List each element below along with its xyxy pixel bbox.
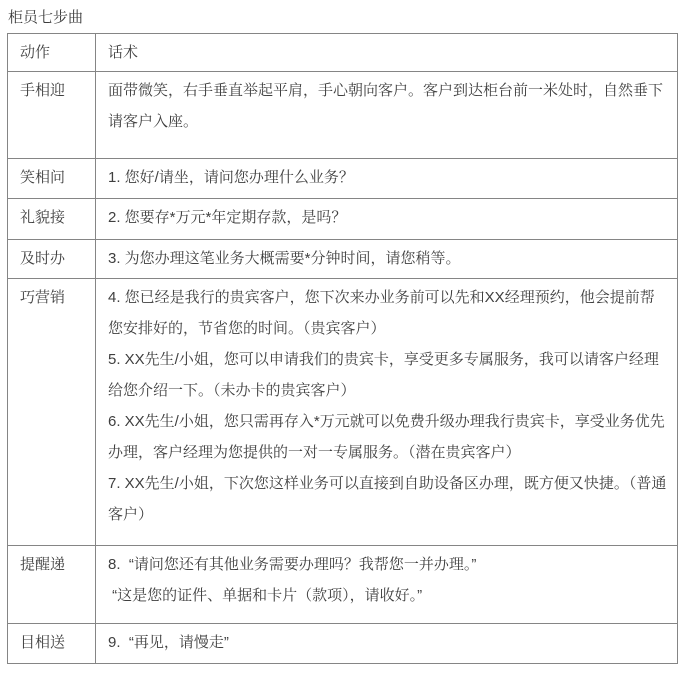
table-row [8, 279, 678, 546]
script-cell [96, 199, 678, 240]
table-row [8, 72, 678, 159]
action-cell: 目相送 [8, 624, 96, 664]
header-cell-script: 话术 [96, 34, 678, 72]
script-line: 3. 为您办理这笔业务大概需要*分钟时间，请您稍等。 [108, 250, 461, 267]
script-cell [96, 279, 678, 546]
script-cell [96, 546, 678, 624]
script-line: 9. “再见，请慢走” [108, 634, 229, 651]
script-line: 7. XX先生/小姐，下次您这样业务可以直接到自助设备区办理，既方便又快捷。（普通客户） [108, 475, 667, 523]
script-cell [96, 240, 678, 279]
table-row [8, 199, 678, 240]
table-row [8, 546, 678, 624]
teller-steps-table [7, 33, 678, 664]
header-cell-action: 动作 [8, 34, 96, 72]
script-line: “这是您的证件、单据和卡片（款项），请收好。” [108, 587, 423, 604]
table-row [8, 159, 678, 199]
table-row [8, 624, 678, 664]
script-cell [96, 159, 678, 199]
script-line: 8. “请问您还有其他业务需要办理吗？我帮您一并办理。” [108, 556, 477, 573]
table-row [8, 240, 678, 279]
action-cell: 礼貌接 [8, 199, 96, 240]
script-line: 1. 您好/请坐，请问您办理什么业务？ [108, 169, 354, 186]
script-line: 面带微笑，右手垂直举起平肩，手心朝向客户。客户到达柜台前一米处时，自然垂下请客户入座。 [108, 82, 664, 130]
script-line: 6. XX先生/小姐，您只需再存入*万元就可以免费升级办理我行贵宾卡，享受业务优先办理，客户经理为您提供的一对一专属服务。（潜在贵宾客户） [108, 413, 665, 461]
script-line: 4. 您已经是我行的贵宾客户，您下次来办业务前可以先和XX经理预约，他会提前帮您安排好的，节省您的时间。（贵宾客户） [108, 289, 655, 337]
page-title: 柜员七步曲 [8, 9, 84, 26]
action-cell: 笑相问 [8, 159, 96, 199]
action-cell: 巧营销 [8, 279, 96, 546]
script-line: 5. XX先生/小姐，您可以申请我们的贵宾卡，享受更多专属服务，我可以请客户经理给您介绍一下。（未办卡的贵宾客户） [108, 351, 659, 399]
script-cell [96, 72, 678, 159]
action-cell: 及时办 [8, 240, 96, 279]
table-header-row [8, 34, 678, 72]
script-line: 2. 您要存*万元*年定期存款，是吗？ [108, 209, 347, 226]
action-cell: 提醒递 [8, 546, 96, 624]
script-cell [96, 624, 678, 664]
action-cell: 手相迎 [8, 72, 96, 159]
